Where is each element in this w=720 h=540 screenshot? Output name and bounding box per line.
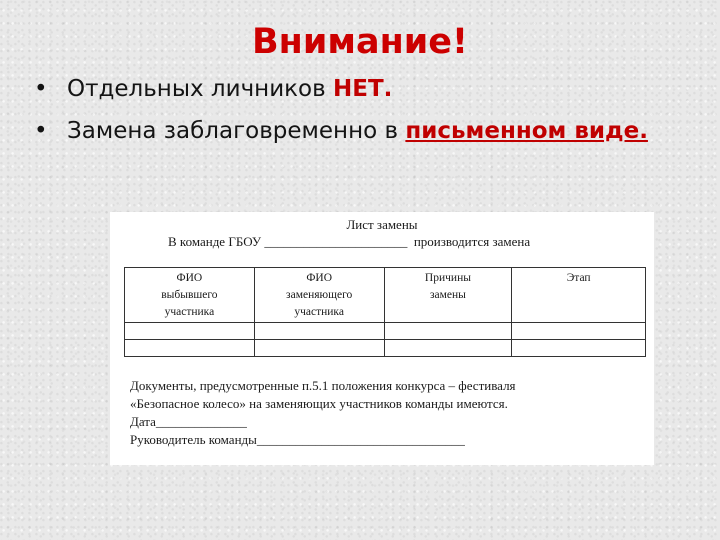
form-date-line: Дата______________ (130, 414, 247, 429)
column-header: ФИО заменяющего участника (254, 268, 384, 323)
replacement-table (124, 267, 646, 357)
form-note (130, 377, 640, 449)
table-row (125, 340, 646, 357)
replacement-form (110, 212, 654, 465)
table-cell (254, 340, 384, 357)
bullet-item (34, 70, 674, 108)
table-cell (125, 323, 255, 340)
table-cell (512, 323, 646, 340)
form-note-line: «Безопасное колесо» на заменяющих участников команды имеются. (130, 396, 508, 411)
bullet-marker: • (34, 76, 48, 102)
table-cell (384, 323, 512, 340)
bullet-marker: • (34, 118, 48, 144)
bullet-highlight: НЕТ. (332, 76, 393, 102)
column-header: Этап (512, 268, 646, 323)
form-title: Лист замены (346, 217, 418, 232)
table-cell (512, 340, 646, 357)
table-cell (384, 340, 512, 357)
bullet-item (34, 112, 674, 150)
form-signature-line: Руководитель команды________________________________ (130, 432, 465, 447)
column-header: Причины замены (384, 268, 512, 323)
form-note-line: Документы, предусмотренные п.5.1 положения конкурса – фестиваля (130, 378, 516, 393)
form-team-line: В команде ГБОУ ______________________ производится замена (168, 234, 531, 249)
table-cell (254, 323, 384, 340)
slide-title: Внимание! (251, 22, 468, 62)
table-header-row (125, 268, 646, 323)
table-row (125, 323, 646, 340)
bullet-text: Отдельных личников (67, 76, 333, 102)
column-header: ФИО выбывшего участника (125, 268, 255, 323)
table-cell (125, 340, 255, 357)
bullet-text: Замена заблаговременно в (67, 118, 406, 144)
bullet-list (34, 70, 674, 154)
bullet-highlight: письменном виде. (405, 118, 648, 144)
